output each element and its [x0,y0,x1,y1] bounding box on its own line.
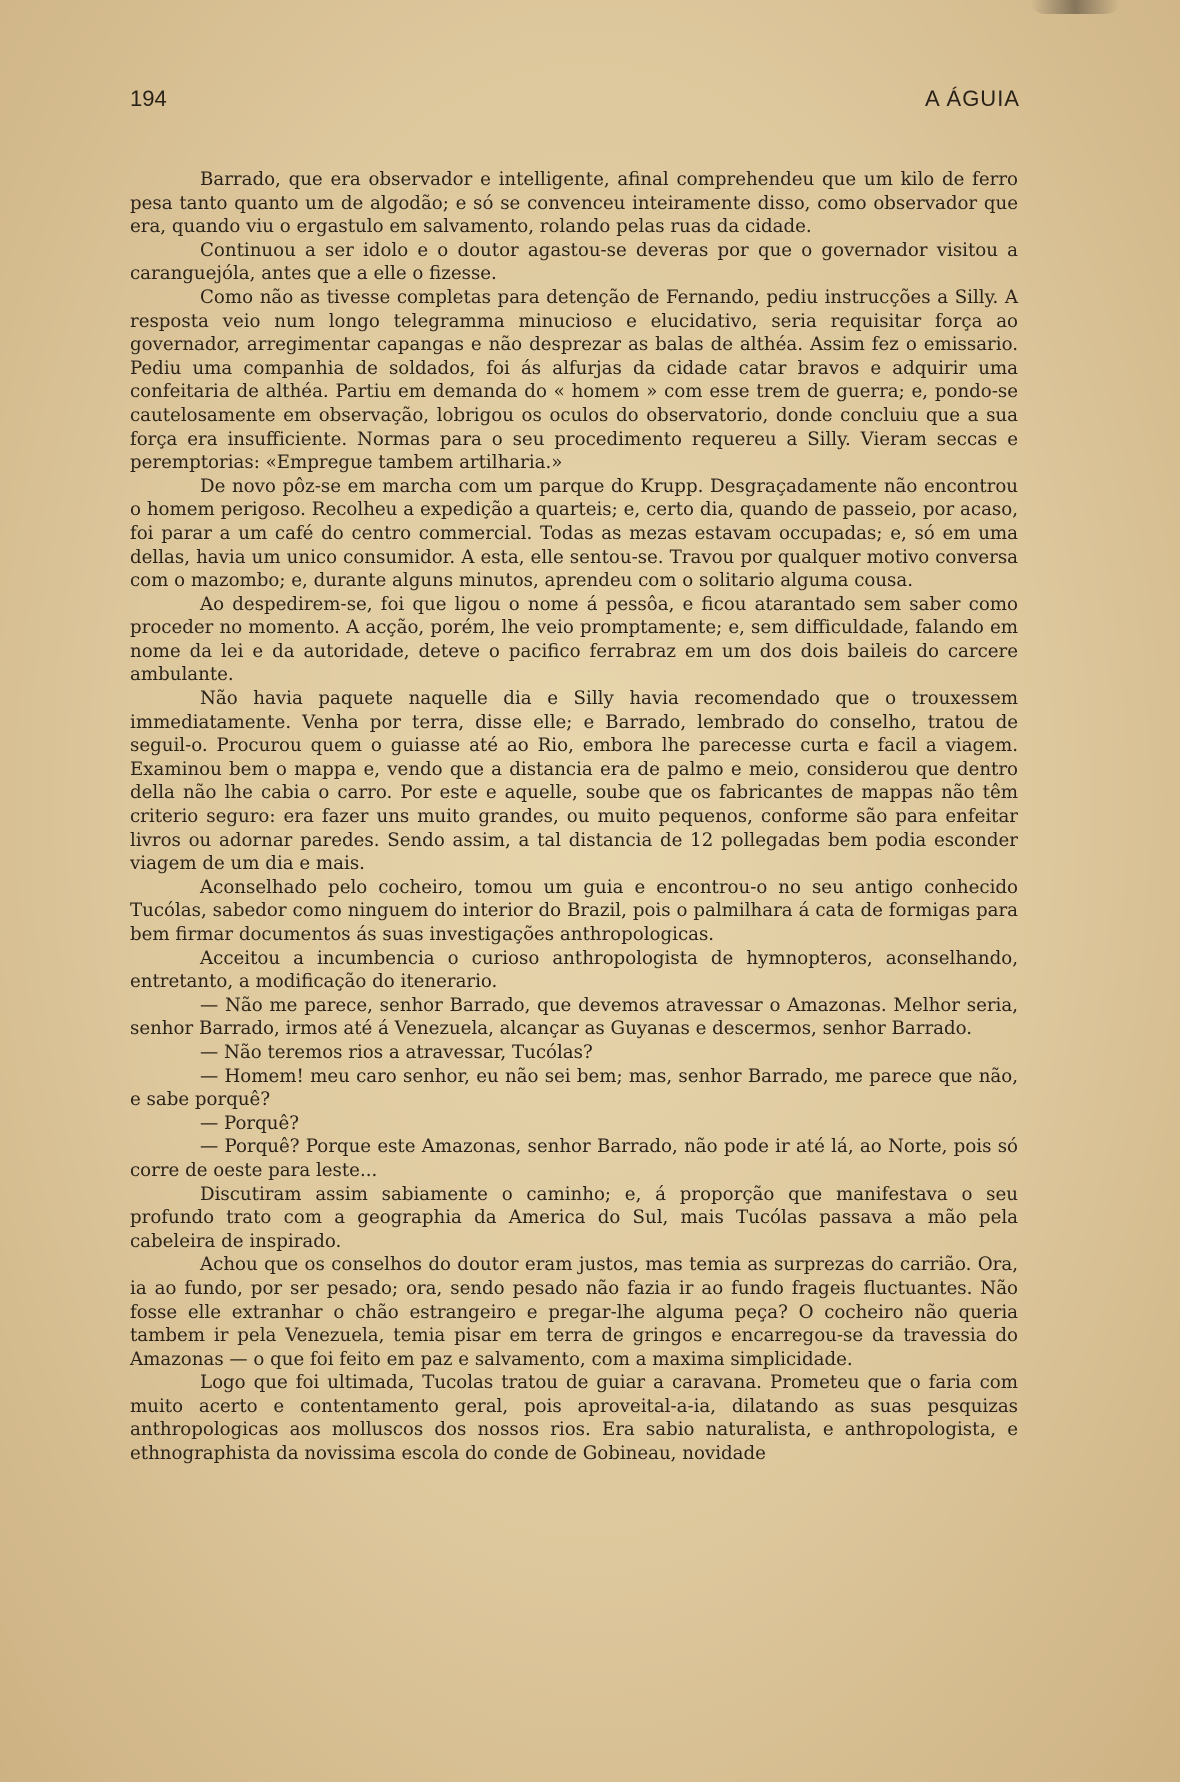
running-title: A ÁGUIA [924,86,1020,111]
paragraph: Continuou a ser idolo e o doutor agastou-se deveras por que o governador visitou a caranguejóla, antes que a elle o fizesse. [130,239,1018,285]
paragraph: Barrado, que era observador e intelligente, afinal comprehendeu que um kilo de ferro pesa tanto quanto um de algodão; e só se convenceu inteiramente disso, como observador que era, quando viu o ergastulo em salvamento, rolando pelas ruas da cidade. [130,169,1018,238]
paragraph: Ao despedirem-se, foi que ligou o nome á pessôa, e ficou atarantado sem saber como proceder no momento. A acção, porém, lhe veio promptamente; e, sem difficuldade, falando em nome da lei e da autoridade, deteve o pacifico ferrabraz em um dos dois baileis do carcere ambulante. [130,593,1018,686]
page-stain [1030,0,1120,14]
paragraph: Discutiram assim sabiamente o caminho; e, á proporção que manifestava o seu profundo trato com a geographia da America do Sul, mais Tucólas passava a mão pela cabeleira de inspirado. [130,1183,1018,1252]
page-number: 194 [130,86,167,111]
paragraph: — Porquê? [200,1112,299,1134]
paragraph: De novo pôz-se em marcha com um parque do Krupp. Desgraçadamente não encontrou o homem perigoso. Recolheu a expedição a quarteis; e, certo dia, quando de passeio, por acaso, foi parar a um café do centro commercial. Todas as mezas estavam occupadas; e, só em uma dellas, havia um unico consumidor. A esta, elle sentou-se. Travou por qualquer motivo conversa com o mazombo; e, durante alguns minutos, aprendeu com o solitario alguma cousa. [130,475,1018,592]
paragraph: — Não me parece, senhor Barrado, que devemos atravessar o Amazonas. Melhor seria, senhor Barrado, irmos até á Venezuela, alcançar as Guyanas e descermos, senhor Barrado. [130,994,1018,1040]
body-text [130,168,1018,1466]
paragraph: Achou que os conselhos do doutor eram justos, mas temia as surprezas do carrião. Ora, ia ao fundo, por ser pesado; ora, sendo pesado não fazia ir ao fundo frageis fluctuantes. Não fosse elle extranhar o chão estrangeiro e pregar-lhe alguma peça? O cocheiro não queria tambem ir pela Venezuela, temia pisar em terra de gringos e encarregou-se da travessia do Amazonas — o que foi feito em paz e salvamento, com a maxima simplicidade. [130,1254,1018,1370]
paragraph: Acceitou a incumbencia o curioso anthropologista de hymnopteros, aconselhando, entretanto, a modificação do itenerario. [130,947,1018,993]
paragraph: — Homem! meu caro senhor, eu não sei bem; mas, senhor Barrado, me parece que não, e sabe porquê? [130,1065,1018,1111]
paragraph: Logo que foi ultimada, Tucolas tratou de guiar a caravana. Prometeu que o faria com muito acerto e contentamento geral, pois aproveital-a-ia, dilatando as suas pesquizas anthropologicas aos molluscos dos nossos rios. Era sabio naturalista, e anthropologista, e ethnographista da novissima escola do conde de Gobineau, novidade [130,1372,1018,1465]
paragraph: — Não teremos rios a atravessar, Tucólas? [200,1041,593,1063]
paragraph: Aconselhado pelo cocheiro, tomou um guia e encontrou-o no seu antigo conhecido Tucólas, sabedor como ninguem do interior do Brazil, pois o palmilhara á cata de formigas para bem firmar documentos ás suas investigações anthropologicas. [130,876,1018,945]
page-header [130,86,1020,116]
paragraph: Não havia paquete naquelle dia e Silly havia recomendado que o trouxessem immediatamente. Venha por terra, disse elle; e Barrado, lembrado do conselho, tratou de seguil-o. Procurou quem o guiasse até ao Rio, embora lhe parecesse curta e facil a viagem. Examinou bem o mappa e, vendo que a distancia era de palmo e meio, considerou que dentro della não lhe cabia o carro. Por este e aquelle, soube que os fabricantes de mappas não têm criterio seguro: era fazer uns muito grandes, ou muito pequenos, conforme são para enfeitar livros ou adornar paredes. Sendo assim, a tal distancia de 12 pollegadas bem podia esconder viagem de um dia e mais. [130,688,1018,875]
paragraph: Como não as tivesse completas para detenção de Fernando, pediu instrucções a Silly. A resposta veio num longo telegramma minucioso e elucidativo, seria requisitar força ao governador, arregimentar capangas e não desprezar as balas de althéa. Assim fez o emissario. Pediu uma companhia de soldados, foi ás alfurjas da cidade catar bravos e adquirir uma confeitaria de althéa. Partiu em demanda do « homem » com esse trem de guerra; e, pondo-se cautelosamente em observação, lobrigou os oculos do observatorio, donde concluiu que a sua força era insufficiente. Normas para o seu procedimento requereu a Silly. Vieram seccas e peremptorias: «Empregue tambem artilharia.» [130,286,1018,474]
paragraph: — Porquê? Porque este Amazonas, senhor Barrado, não pode ir até lá, ao Norte, pois só corre de oeste para leste... [130,1136,1018,1181]
